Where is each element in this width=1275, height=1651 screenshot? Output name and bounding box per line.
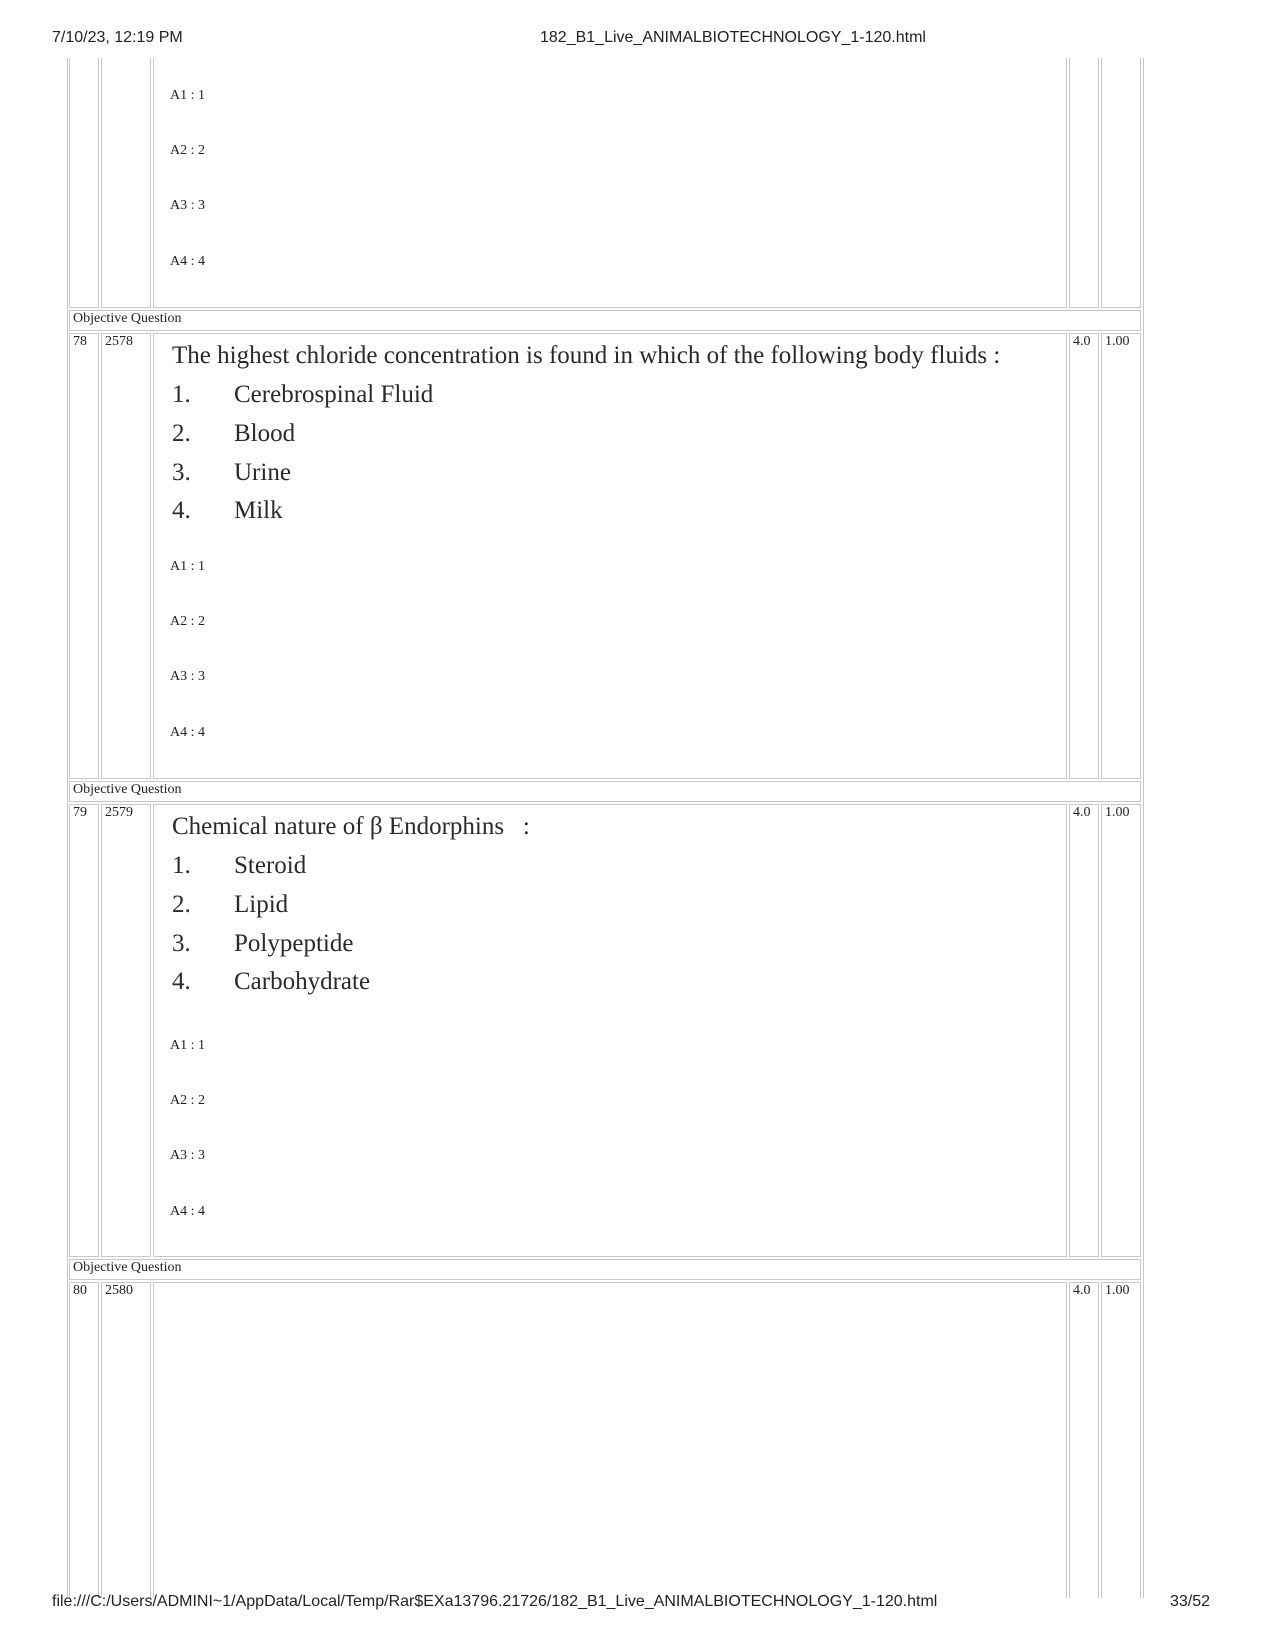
answer-option: A1 : 1 [170, 1038, 205, 1053]
question-number-cell [69, 1282, 99, 1598]
option-text: Carbohydrate [234, 968, 371, 995]
marks-value: 4.0 [1073, 1283, 1091, 1298]
question-type-row [69, 1259, 1141, 1280]
question-type-row [69, 781, 1141, 802]
page-number: 33/52 [1170, 1593, 1211, 1610]
option-number: 2. [172, 420, 191, 447]
question-type-label: Objective Question [73, 1260, 182, 1275]
top-id-cell [101, 58, 151, 308]
answer-option: A2 : 2 [170, 143, 205, 158]
option-text: Blood [234, 420, 296, 447]
question-type-label: Objective Question [73, 782, 182, 797]
option-number: 1. [172, 852, 191, 879]
question-id: 2579 [105, 805, 133, 820]
question-id: 2580 [105, 1283, 133, 1298]
question-number-cell [69, 804, 99, 1257]
option-text: Cerebrospinal Fluid [234, 381, 434, 408]
option-number: 4. [172, 497, 191, 524]
option-number: 4. [172, 968, 191, 995]
negative-marks-cell [1101, 1282, 1141, 1598]
option-number: 1. [172, 381, 191, 408]
top-question-cell [153, 58, 1067, 308]
answer-option: A4 : 4 [170, 725, 205, 740]
print-datetime: 7/10/23, 12:19 PM [52, 29, 183, 46]
top-number-cell [69, 58, 99, 308]
answer-option: A1 : 1 [170, 88, 205, 103]
document-title: 182_B1_Live_ANIMALBIOTECHNOLOGY_1-120.html [540, 29, 926, 46]
question-number-cell [69, 333, 99, 779]
option-text: Milk [234, 497, 283, 524]
question-number: 80 [73, 1283, 87, 1298]
question-number: 79 [73, 805, 87, 820]
option-text: Lipid [234, 891, 289, 918]
option-number: 3. [172, 930, 191, 957]
top-negative-cell [1101, 58, 1141, 308]
marks-value: 4.0 [1073, 334, 1091, 349]
negative-marks-cell [1101, 804, 1141, 1257]
answer-option: A1 : 1 [170, 559, 205, 574]
question-type-label: Objective Question [73, 311, 182, 326]
answer-option: A3 : 3 [170, 1148, 205, 1163]
question-body-cell [153, 1282, 1067, 1598]
question-number: 78 [73, 334, 87, 349]
question-type-row [69, 310, 1141, 331]
marks-cell [1069, 333, 1099, 779]
option-number: 2. [172, 891, 191, 918]
question-text: The highest chloride concentration is found in which of the following body fluids : [172, 342, 1001, 369]
file-path: file:///C:/Users/ADMINI~1/AppData/Local/Temp/Rar$EXa13796.21726/182_B1_Live_ANIMALBIOTECHNOLOGY_1-120.html [52, 1593, 938, 1610]
answer-option: A3 : 3 [170, 669, 205, 684]
question-id-cell [101, 333, 151, 779]
negative-marks-value: 1.00 [1105, 805, 1130, 820]
option-text: Urine [234, 459, 291, 486]
option-text: Steroid [234, 852, 307, 879]
marks-cell [1069, 804, 1099, 1257]
question-id-cell [101, 804, 151, 1257]
option-text: Polypeptide [234, 930, 354, 957]
question-id: 2578 [105, 334, 133, 349]
marks-cell [1069, 1282, 1099, 1598]
question-text: Chemical nature of β Endorphins : [172, 813, 530, 840]
negative-marks-cell [1101, 333, 1141, 779]
negative-marks-value: 1.00 [1105, 1283, 1130, 1298]
option-number: 3. [172, 459, 191, 486]
answer-option: A2 : 2 [170, 614, 205, 629]
top-marks-cell [1069, 58, 1099, 308]
answer-option: A3 : 3 [170, 198, 205, 213]
negative-marks-value: 1.00 [1105, 334, 1130, 349]
answer-option: A2 : 2 [170, 1093, 205, 1108]
marks-value: 4.0 [1073, 805, 1091, 820]
answer-option: A4 : 4 [170, 1204, 205, 1219]
answer-option: A4 : 4 [170, 254, 205, 269]
question-id-cell [101, 1282, 151, 1598]
